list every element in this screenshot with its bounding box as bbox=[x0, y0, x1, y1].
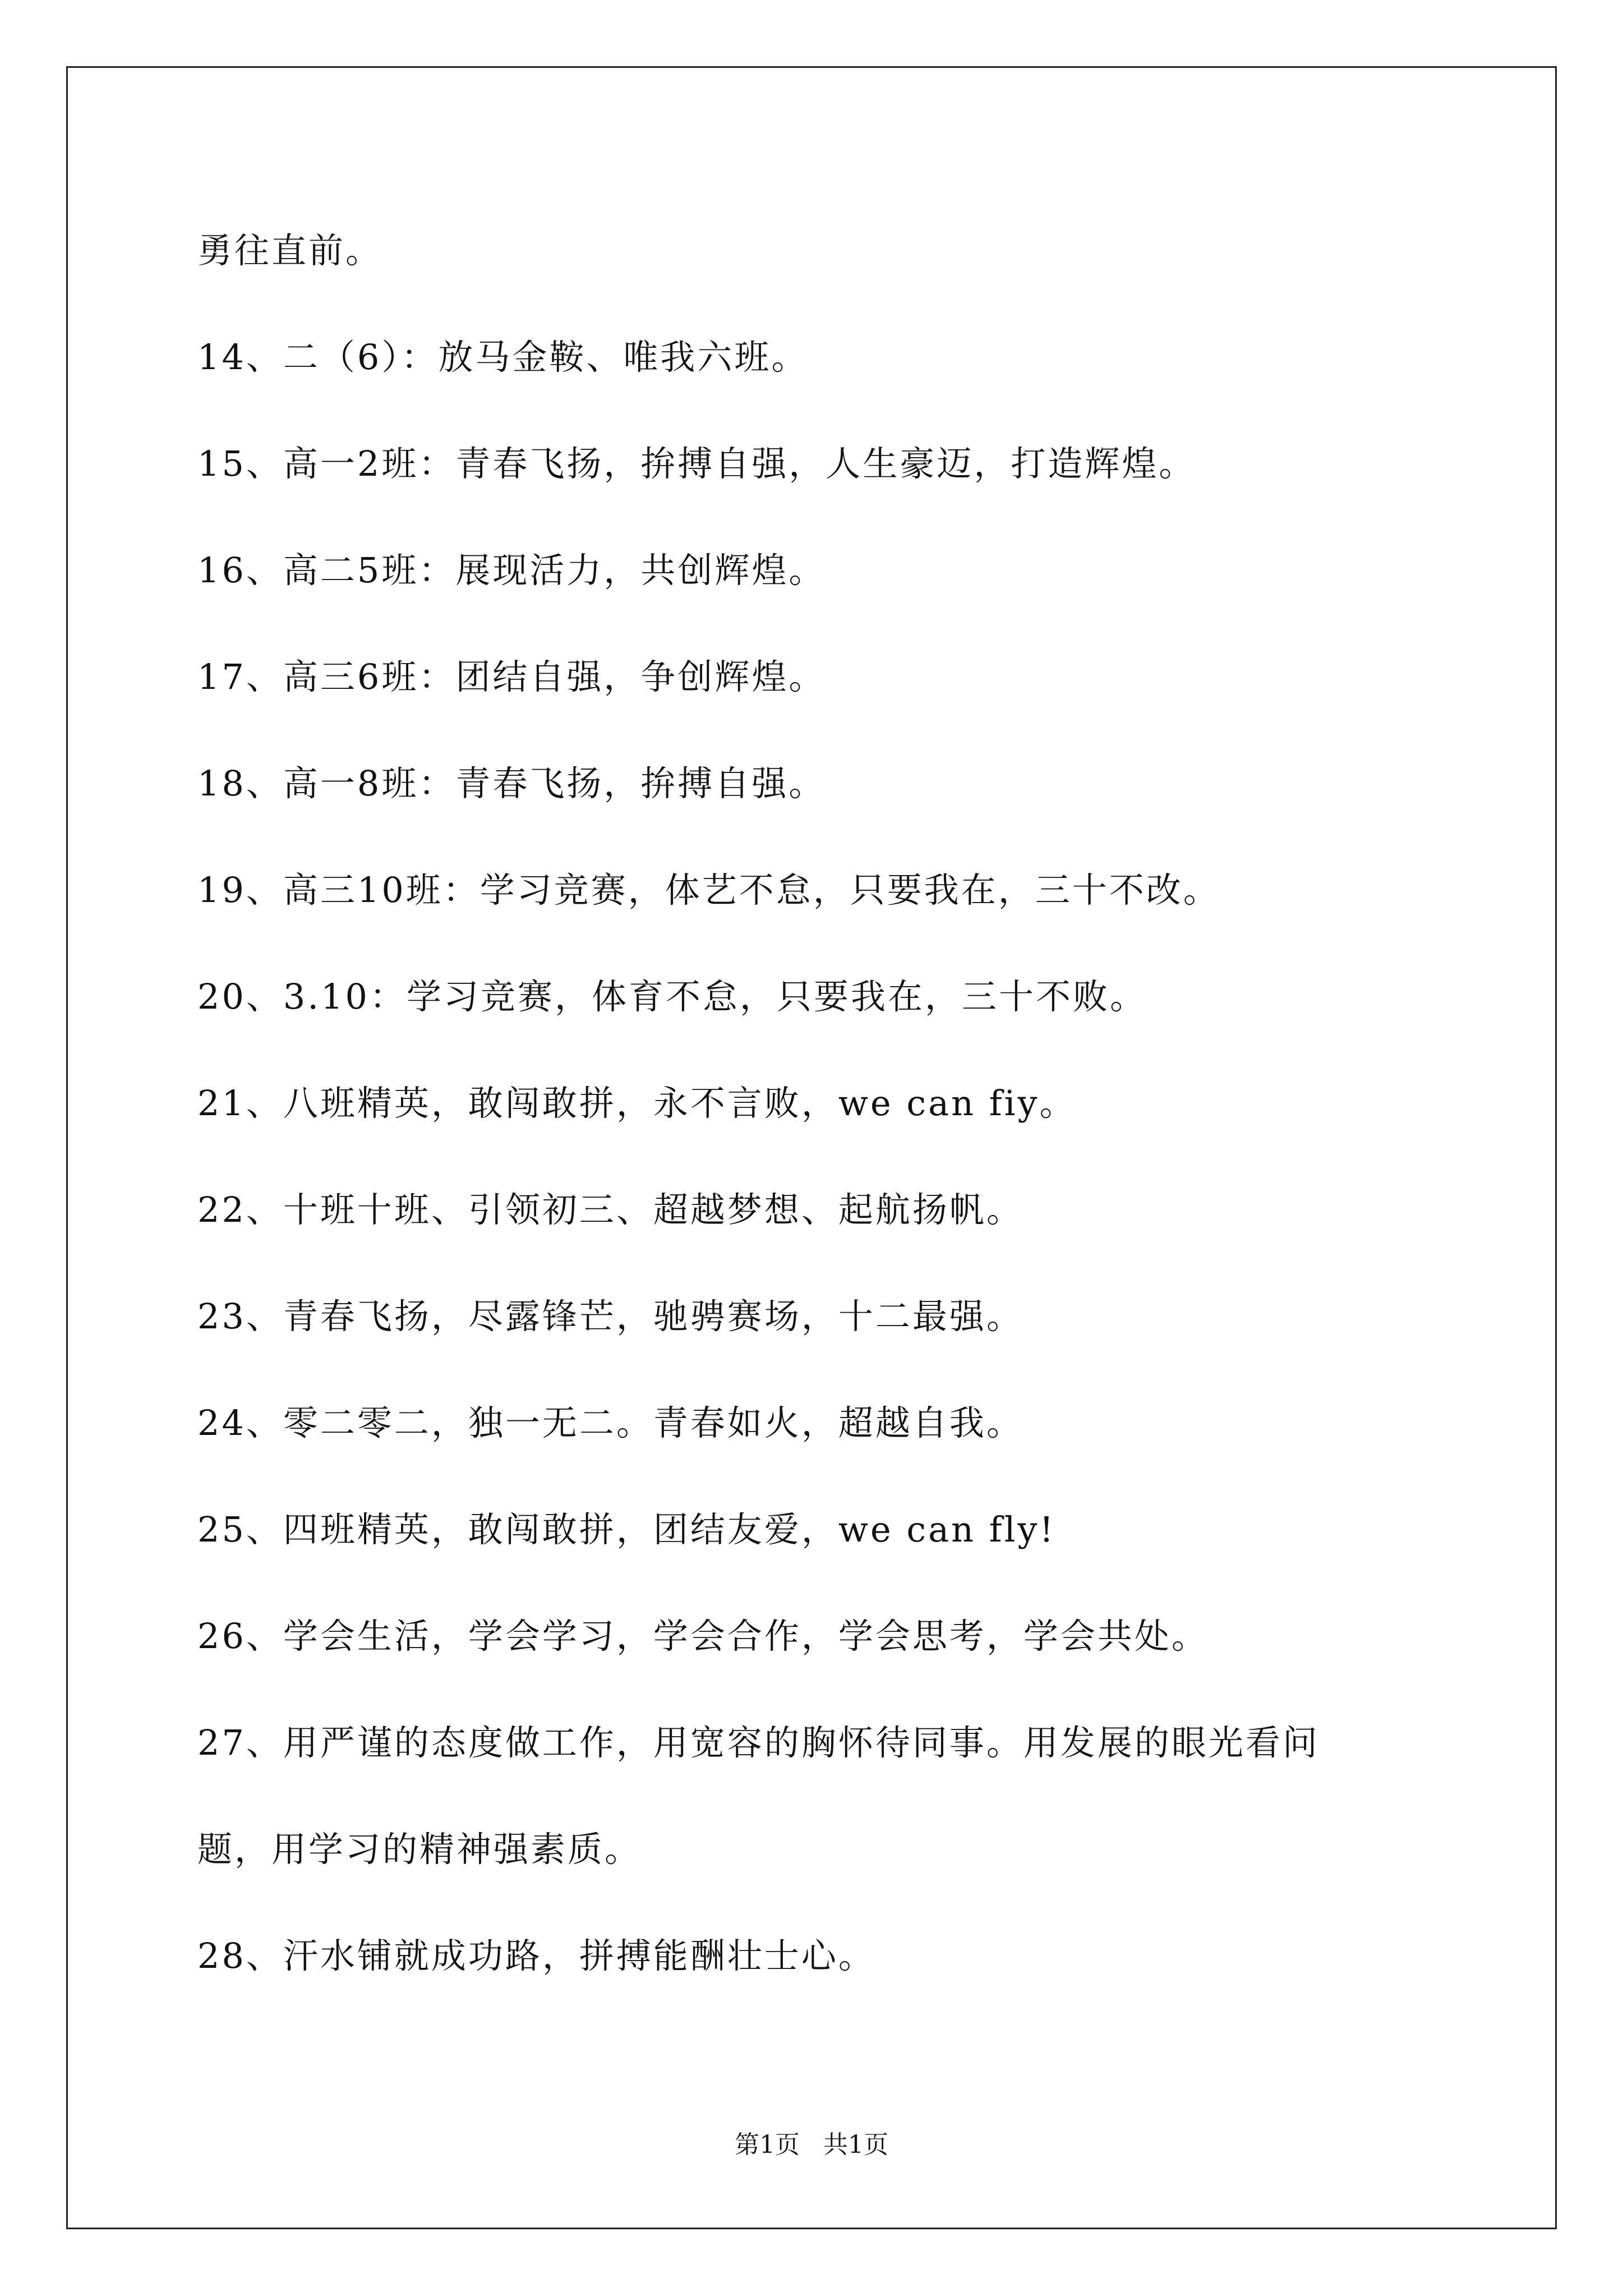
text-line: 17、高三6班：团结自强，争创辉煌。 bbox=[197, 656, 826, 697]
text-line: 27、用严谨的态度做工作，用宽容的胸怀待同事。用发展的眼光看问 bbox=[197, 1722, 1320, 1763]
text-line: 勇往直前。 bbox=[197, 230, 383, 271]
text-line: 题，用学习的精神强素质。 bbox=[197, 1829, 642, 1870]
text-line: 16、高二5班：展现活力，共创辉煌。 bbox=[197, 550, 826, 591]
page-footer: 第1页 共1页 bbox=[735, 2131, 888, 2159]
text-line: 14、二（6）：放马金鞍、唯我六班。 bbox=[197, 337, 809, 378]
page-border bbox=[66, 66, 1557, 2229]
text-line: 15、高一2班：青春飞扬，拚搏自强，人生豪迈，打造辉煌。 bbox=[197, 443, 1196, 484]
text-line: 20、3.10：学习竞赛，体育不怠，只要我在，三十不败。 bbox=[197, 976, 1147, 1017]
text-line: 18、高一8班：青春飞扬，拚搏自强。 bbox=[197, 763, 826, 804]
text-line: 19、高三10班：学习竞赛，体艺不怠，只要我在，三十不改。 bbox=[197, 869, 1220, 910]
text-line: 28、汗水铺就成功路，拼搏能酬壮士心。 bbox=[197, 1935, 875, 1976]
text-line: 26、学会生活，学会学习，学会合作，学会思考，学会共处。 bbox=[197, 1616, 1209, 1657]
text-line: 23、青春飞扬，尽露锋芒，驰骋赛场，十二最强。 bbox=[197, 1296, 1023, 1337]
text-line: 21、八班精英，敢闯敢拼，永不言败，we can fiy。 bbox=[197, 1083, 1077, 1124]
text-line: 25、四班精英，敢闯敢拼，团结友爱，we can fly! bbox=[197, 1509, 1056, 1550]
text-line: 22、十班十班、引领初三、超越梦想、起航扬帆。 bbox=[197, 1189, 1023, 1230]
text-line: 24、零二零二，独一无二。青春如火，超越自我。 bbox=[197, 1402, 1023, 1443]
